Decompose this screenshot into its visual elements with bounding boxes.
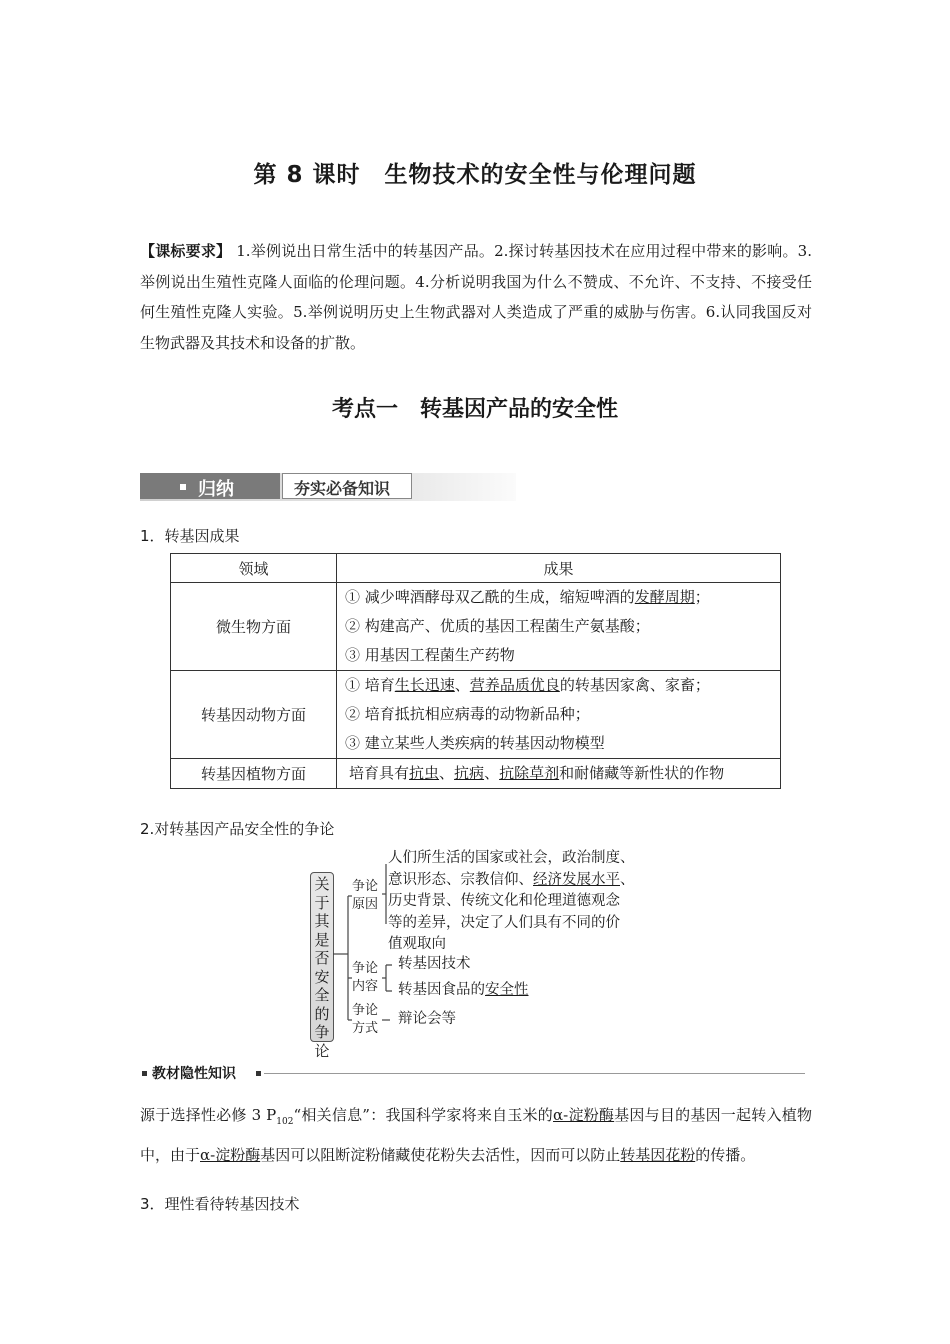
square-bullet-icon <box>256 1071 261 1076</box>
reason-line: 人们所生活的国家或社会，政治制度、 <box>388 850 635 866</box>
key-term: 经济发展水平 <box>533 871 620 888</box>
hidden-knowledge-title: 教材隐性知识 <box>152 1066 236 1082</box>
key-term: 发酵周期 <box>634 588 695 606</box>
page-subscript: 102 <box>276 1117 294 1127</box>
curriculum-requirements <box>140 236 812 358</box>
result-text: ① 减少啤酒酵母双乙酰的生成，缩短啤酒的 <box>345 588 635 606</box>
result-text: ； <box>694 588 710 606</box>
divider <box>264 1073 805 1074</box>
result-text: ② 构建高产、优质的基因工程菌生产氨基酸； <box>345 617 650 635</box>
result-text: 、 <box>484 764 500 782</box>
table-result-micro <box>337 583 781 671</box>
reason-line: 、 <box>620 871 635 888</box>
para-text: 源于选择性必修 3 P <box>140 1106 277 1124</box>
summary-banner <box>140 470 516 504</box>
heading-achievements: 1．转基因成果 <box>140 527 240 545</box>
result-text: ② 培育抵抗相应病毒的动物新品种； <box>345 705 590 723</box>
reason-line: 历史背景、传统文化和伦理道德观念 <box>388 893 620 909</box>
table-result-animal <box>337 671 781 759</box>
key-term: 抗病 <box>454 764 485 782</box>
key-term: 生长迅速 <box>394 676 455 694</box>
reason-label-line: 争论 <box>352 879 379 894</box>
content-item <box>398 980 529 1002</box>
requirements-label: 【课标要求】 <box>140 242 232 260</box>
key-term: 安全性 <box>485 982 529 998</box>
banner-subtitle: 夯实必备知识 <box>294 479 391 498</box>
square-bullet-icon <box>180 484 186 490</box>
debate-diagram <box>310 848 650 1060</box>
achievements-table <box>170 553 781 789</box>
result-text: 和耐储藏等新性状的作物 <box>559 764 725 782</box>
result-text: 、 <box>454 676 470 694</box>
table-field-micro: 微生物方面 <box>171 583 337 671</box>
square-bullet-icon <box>142 1071 147 1076</box>
content-label <box>352 960 378 996</box>
result-text: 的转基因家禽、家畜； <box>559 676 710 694</box>
reason-line: 等的差异，决定了人们具有不同的价 <box>388 914 620 931</box>
way-label-line: 争论 <box>352 1003 379 1018</box>
para-text: “相关信息”：我国科学家将来自玉米的 <box>293 1106 554 1124</box>
table-header-field: 领域 <box>171 554 337 583</box>
table-header-result: 成果 <box>337 554 781 583</box>
banner-label: 归纳 <box>198 479 234 500</box>
para-text: 基因可以阻断淀粉储藏使花粉失去活性，因而可以防止 <box>260 1145 621 1164</box>
requirements-text: 1.举例说出日常生活中的转基因产品。2.探讨转基因技术在应用过程中带来的影响。3.举例说出生殖性克隆人面临的伦理问题。4.分析说明我国为什么不赞成、不允许、不支持、不接受任何生殖性克隆人实验。5.举例说明历史上生物武器对人类造成了严重的威胁与伤害。6.认同我国反对生物武器及其技术和设备的扩散。 <box>140 242 812 352</box>
key-term: α-淀粉酶 <box>200 1145 261 1164</box>
reason-label <box>352 878 378 914</box>
heading-debate: 2.对转基因产品安全性的争论 <box>140 820 335 838</box>
key-term: 抗虫 <box>409 764 440 782</box>
content-label-line: 内容 <box>352 979 379 994</box>
diagram-root-label: 关 于 其 是 否 安 全 的 争 论 <box>314 875 330 1060</box>
table-field-animal: 转基因动物方面 <box>171 671 337 759</box>
way-label-line: 方式 <box>352 1021 379 1036</box>
hidden-knowledge-paragraph <box>140 1099 812 1171</box>
result-text: 、 <box>439 764 455 782</box>
result-text: 培育具有 <box>349 764 410 782</box>
para-text: 的传播。 <box>695 1145 756 1164</box>
reason-line: 意识形态、宗教信仰、 <box>388 871 533 888</box>
heading-rational-view: 3．理性看待转基因技术 <box>140 1195 300 1213</box>
reason-label-line: 原因 <box>352 897 379 912</box>
table-header-row <box>171 554 781 583</box>
result-text: ① 培育 <box>345 676 395 694</box>
key-term: 转基因花粉 <box>620 1145 696 1164</box>
result-text: ③ 建立某些人类疾病的转基因动物模型 <box>345 734 605 752</box>
key-term: 抗除草剂 <box>499 764 560 782</box>
result-text: ③ 用基因工程菌生产药物 <box>345 646 515 664</box>
section-title: 考点一 转基因产品的安全性 <box>331 397 618 422</box>
content-label-line: 争论 <box>352 961 379 976</box>
para-text: 基因与目的基因一起转入植物中，由于 <box>140 1106 812 1164</box>
way-text: 辩论会等 <box>398 1011 456 1027</box>
table-row <box>171 583 781 671</box>
content-item: 转基因技术 <box>398 956 471 972</box>
reason-line: 值观取向 <box>388 936 446 952</box>
hidden-knowledge-bar <box>140 1062 805 1086</box>
table-field-plant: 转基因植物方面 <box>171 759 337 789</box>
key-term: α-淀粉酶 <box>553 1106 615 1124</box>
reason-text <box>388 848 650 956</box>
key-term: 营养品质优良 <box>469 676 560 694</box>
content-text: 转基因食品的 <box>398 982 485 998</box>
way-label <box>352 1002 378 1038</box>
table-row <box>171 671 781 759</box>
table-row <box>171 759 781 789</box>
page-title: 第 8 课时 生物技术的安全性与伦理问题 <box>253 162 697 188</box>
table-result-plant <box>337 759 781 789</box>
